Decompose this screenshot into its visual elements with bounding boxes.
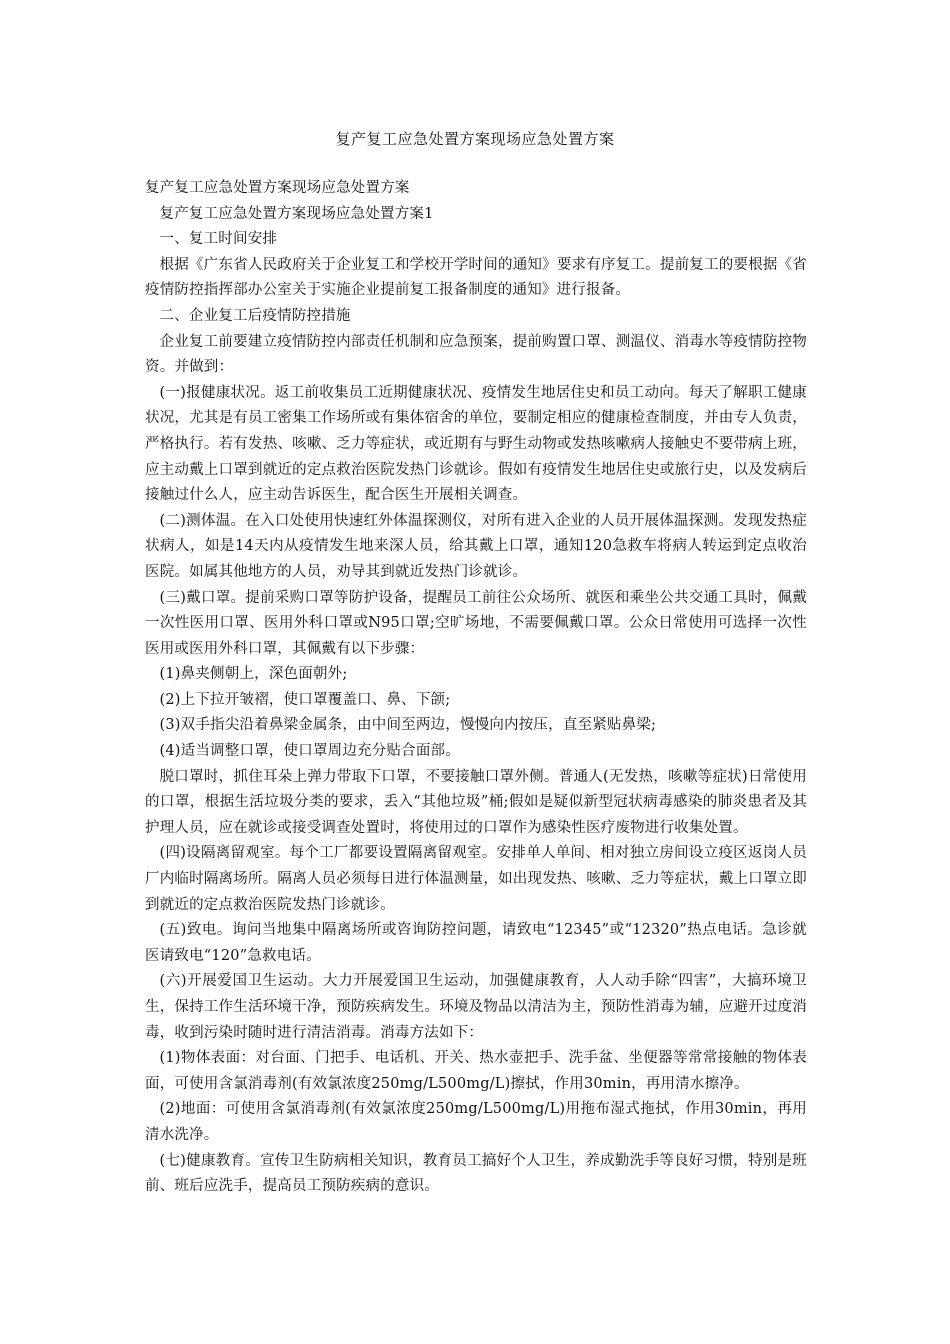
paragraph: 根据《广东省人民政府关于企业复工和学校开学时间的通知》要求有序复工。提前复工的要根据《省疫情防控指挥部办公室关于实施企业提前复工报备制度的通知》进行报备。 — [145, 256, 807, 299]
paragraph: (三)戴口罩。提前采购口罩等防护设备，提醒员工前往公众场所、就医和乘坐公共交通工具时，佩戴一次性医用口罩、医用外科口罩或N95口罩;空旷场地，不需要佩戴口罩。公众日常使用可选择一次性医用或医用外科口罩，其佩戴有以下步骤： — [145, 589, 807, 657]
section-heading: 一、复工时间安排 — [159, 231, 278, 248]
paragraph: 复产复工应急处置方案现场应急处置方案 — [145, 180, 410, 196]
paragraph: 企业复工前要建立疫情防控内部责任机制和应急预案，提前购置口罩、测温仪、消毒水等疫情防控物资。并做到： — [145, 333, 807, 376]
list-item: (2)地面：可使用含氯消毒剂(有效氯浓度250mg/L500mg/L)用拖布湿式拖拭，作用30min，再用清水洗净。 — [145, 1101, 807, 1143]
paragraph: (二)测体温。在入口处使用快速红外体温探测仪，对所有进入企业的人员开展体温探测。发现发热症状病人，如是14天内从疫情发生地来深人员，给其戴上口罩，通知120急救车将病人转运到定点收治医院。如属其他地方的人员，劝导其到就近发热门诊就诊。 — [145, 512, 807, 580]
list-item: (1)物体表面：对台面、门把手、电话机、开关、热水壶把手、洗手盆、坐便器等常常接触的物体表面，可使用含氯消毒剂(有效氯浓度250mg/L500mg/L)擦拭，作用30min，再用清水擦净。 — [145, 1050, 807, 1092]
list-item: (2)上下拉开皱褶，使口罩覆盖口、鼻、下颌; — [159, 691, 451, 708]
paragraph: 复产复工应急处置方案现场应急处置方案1 — [159, 205, 434, 222]
section-heading: 二、企业复工后疫情防控措施 — [159, 307, 351, 324]
paragraph: 脱口罩时，抓住耳朵上弹力带取下口罩，不要接触口罩外侧。普通人(无发热，咳嗽等症状)日常使用的口罩，根据生活垃圾分类的要求，丢入“其他垃圾”桶;假如是疑似新型冠状病毒感染的肺炎患者及其护理人员，应在就诊或接受调查处置时，将使用过的口罩作为感染性医疗废物进行收集处置。 — [145, 768, 807, 836]
document-body — [145, 176, 807, 1200]
paragraph: (一)报健康状况。返工前收集员工近期健康状况、疫情发生地居住史和员工动向。每天了解职工健康状况，尤其是有员工密集工作场所或有集体宿舍的单位，要制定相应的健康检查制度，并由专人负责，严格执行。若有发热、咳嗽、乏力等症状，或近期有与野生动物或发热咳嗽病人接触史不要带病上班，应主动戴上口罩到就近的定点救治医院发热门诊就诊。假如有疫情发生地居住史或旅行史，以及发病后接触过什么人，应主动告诉医生，配合医生开展相关调查。 — [145, 384, 807, 504]
paragraph: (四)设隔离留观室。每个工厂都要设置隔离留观室。安排单人单间、相对独立房间设立疫区返岗人员厂内临时隔离场所。隔离人员必须每日进行体温测量，如出现发热、咳嗽、乏力等症状，戴上口罩立即到就近的定点救治医院发热门诊就诊。 — [145, 845, 807, 913]
page-title: 复产复工应急处置方案现场应急处置方案 — [335, 130, 615, 148]
list-item: (1)鼻夹侧朝上，深色面朝外; — [159, 666, 348, 683]
paragraph: (五)致电。询问当地集中隔离场所或咨询防控问题，请致电“12345”或“12320”热点电话。急诊就医请致电“120”急救电话。 — [145, 922, 807, 964]
list-item: (3)双手指尖沿着鼻梁金属条，由中间至两边，慢慢向内按压，直至紧贴鼻梁; — [159, 717, 657, 734]
paragraph: (六)开展爱国卫生运动。大力开展爱国卫生运动，加强健康教育，人人动手除“四害”，大搞环境卫生，保持工作生活环境干净，预防疾病发生。环境及物品以清洁为主，预防性消毒为辅，应避开过度消毒，收到污染时随时进行清洁消毒。消毒方法如下： — [145, 973, 807, 1041]
paragraph: (七)健康教育。宣传卫生防病相关知识，教育员工搞好个人卫生，养成勤洗手等良好习惯，特别是班前、班后应洗手，提高员工预防疾病的意识。 — [145, 1152, 807, 1195]
list-item: (4)适当调整口罩，使口罩周边充分贴合面部。 — [159, 743, 460, 760]
